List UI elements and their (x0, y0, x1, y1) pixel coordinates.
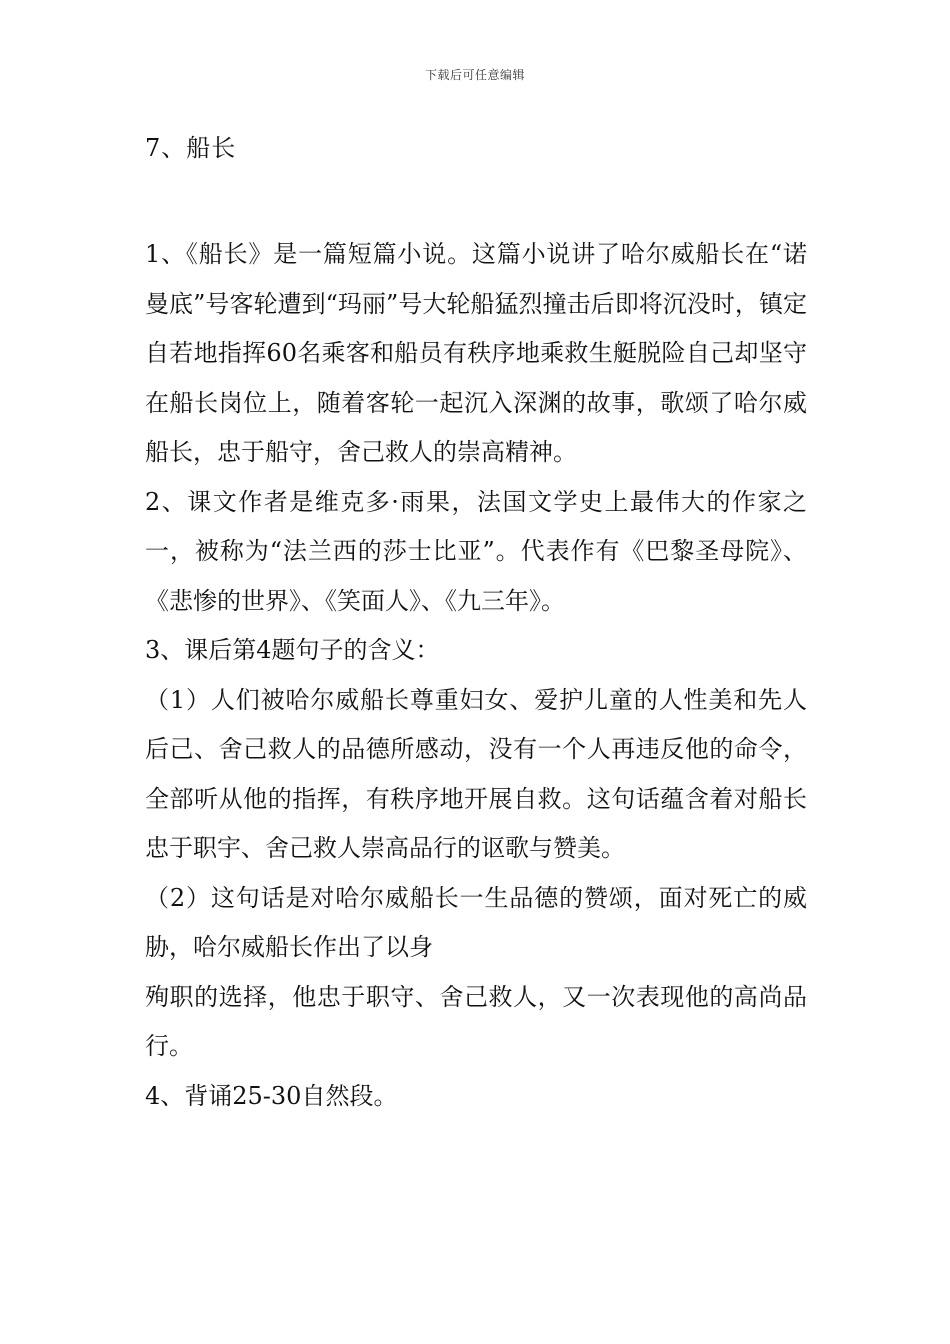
paragraph-6-sentence-2-continued: 殉职的选择，他忠于职守、舍己救人，又一次表现他的高尚品行。 (145, 982, 807, 1060)
paragraph-2-author: 2、课文作者是维克多·雨果，法国文学史上最伟大的作家之一，被称为“法兰西的莎士比亚”。代表作有《巴黎圣母院》、《悲惨的世界》、《笑面人》、《九三年》。 (145, 487, 807, 615)
paragraph-3-heading: 3、课后第4题句子的含义： (145, 636, 440, 664)
paragraph-7-recite: 4、背诵25-30自然段。 (145, 1081, 398, 1110)
paragraph-5-sentence-2: （2）这句话是对哈尔威船长一生品德的赞颂，面对死亡的威胁，哈尔威船长作出了以身 (145, 883, 807, 961)
page-header: 下载后可任意编辑 (424, 68, 525, 82)
document-body (145, 230, 807, 1121)
page-title: 7、船长 (145, 134, 237, 162)
paragraph-1-summary: 1、《船长》是一篇短篇小说。这篇小说讲了哈尔威船长在“诺曼底”号客轮遭到“玛丽”号大轮船猛烈撞击后即将沉没时，镇定自若地指挥60名乘客和船员有秩序地乘救生艇脱险自己却坚守在船长岗位上，随着客轮一起沉入深渊的故事，歌颂了哈尔威船长，忠于船守，舍己救人的崇高精神。 (145, 240, 807, 466)
paragraph-4-sentence-1: （1）人们被哈尔威船长尊重妇女、爱护儿童的人性美和先人后己、舍己救人的品德所感动，没有一个人再违反他的命令，全部听从他的指挥，有秩序地开展自救。这句话蕴含着对船长忠于职宇、舍己救人崇高品行的讴歌与赞美。 (145, 685, 807, 862)
